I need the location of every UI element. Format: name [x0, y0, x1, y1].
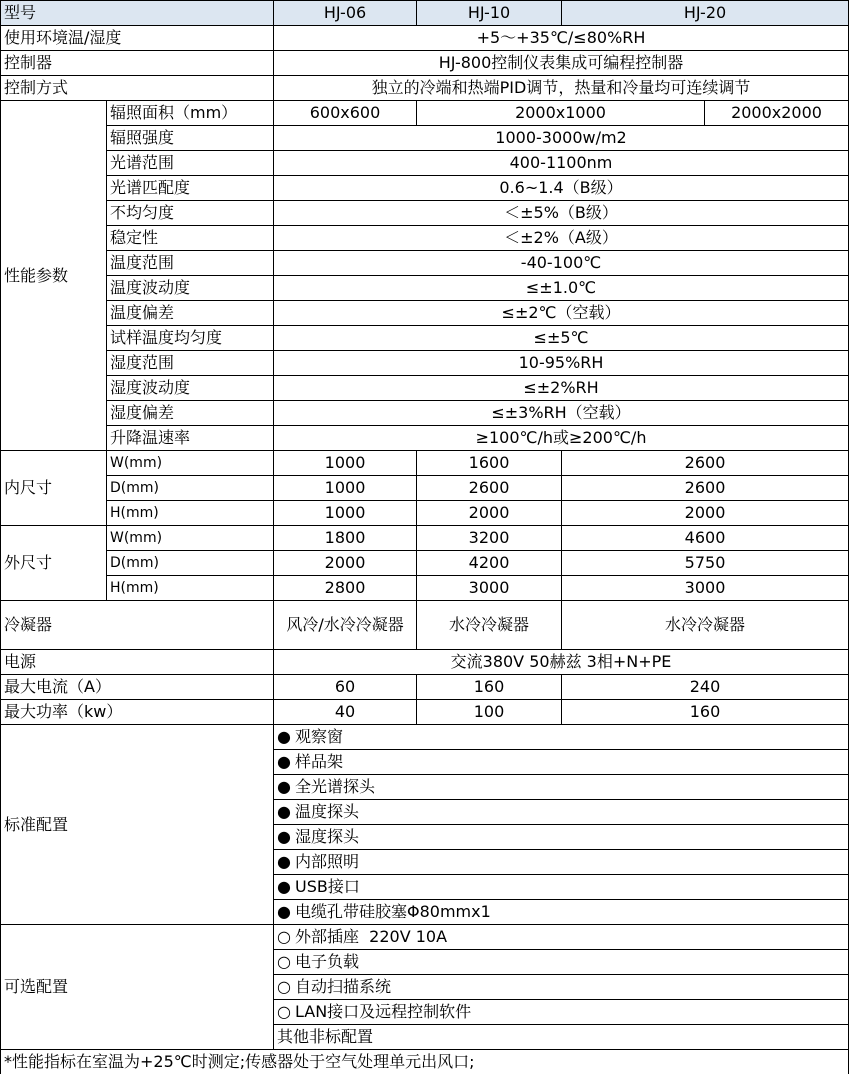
perf-label: 湿度范围 — [107, 351, 274, 376]
perf-row — [1, 201, 849, 226]
area-hj06: 600x600 — [274, 101, 417, 126]
perf-label: 稳定性 — [107, 226, 274, 251]
env-label: 使用环境温/湿度 — [1, 26, 274, 51]
standard-item — [274, 875, 849, 900]
wattage-label: 最大功率（kw） — [1, 700, 274, 725]
perf-value: -40-100℃ — [274, 251, 849, 276]
standard-item — [274, 800, 849, 825]
standard-item — [274, 750, 849, 775]
model-hj10: HJ-10 — [417, 1, 562, 26]
area-hj10: 2000x1000 — [417, 101, 705, 126]
optional-other: 其他非标配置 — [274, 1025, 849, 1050]
footnote: *性能指标在室温为+25℃时测定;传感器处于空气处理单元出风口; — [1, 1050, 849, 1075]
perf-value: 10-95%RH — [274, 351, 849, 376]
perf-label: 温度范围 — [107, 251, 274, 276]
controller-row — [1, 51, 849, 76]
perf-label: 湿度波动度 — [107, 376, 274, 401]
standard-item-text: 内部照明 — [294, 852, 359, 871]
outer-hj10: 3200 — [417, 526, 562, 551]
inner-row — [1, 451, 849, 476]
inner-group-label: 内尺寸 — [1, 451, 107, 526]
inner-hj20: 2000 — [562, 501, 849, 526]
perf-row — [1, 176, 849, 201]
inner-hj06: 1000 — [274, 476, 417, 501]
perf-row — [1, 351, 849, 376]
inner-hj20: 2600 — [562, 451, 849, 476]
current-row — [1, 675, 849, 700]
standard-item — [274, 825, 849, 850]
perf-value: ≤±5℃ — [274, 326, 849, 351]
filled-bullet-icon: ● — [277, 877, 291, 896]
filled-bullet-icon: ● — [277, 827, 291, 846]
condenser-row — [1, 601, 849, 650]
wattage-row — [1, 700, 849, 725]
perf-value: ≤±2%RH — [274, 376, 849, 401]
filled-bullet-icon: ● — [277, 752, 291, 771]
wattage-hj10: 100 — [417, 700, 562, 725]
perf-label: 光谱匹配度 — [107, 176, 274, 201]
power-value: 交流380V 50赫兹 3相+N+PE — [274, 650, 849, 675]
current-hj10: 160 — [417, 675, 562, 700]
outer-hj20: 4600 — [562, 526, 849, 551]
power-label: 电源 — [1, 650, 274, 675]
header-row — [1, 1, 849, 26]
perf-value: ＜±5%（B级） — [274, 201, 849, 226]
perf-row — [1, 376, 849, 401]
perf-area-row — [1, 101, 849, 126]
inner-hj20: 2600 — [562, 476, 849, 501]
perf-label: 辐照强度 — [107, 126, 274, 151]
filled-bullet-icon: ● — [277, 777, 291, 796]
standard-group-label: 标准配置 — [1, 725, 274, 925]
standard-item-text: USB接口 — [294, 877, 360, 896]
outer-hj10: 4200 — [417, 551, 562, 576]
perf-value: 400-1100nm — [274, 151, 849, 176]
filled-bullet-icon: ● — [277, 902, 291, 921]
standard-item — [274, 900, 849, 925]
optional-item-text: LAN接口及远程控制软件 — [294, 1002, 472, 1021]
perf-row — [1, 426, 849, 451]
optional-item — [274, 975, 849, 1000]
control-mode-value: 独立的冷端和热端PID调节，热量和冷量均可连续调节 — [274, 76, 849, 101]
controller-value: HJ-800控制仪表集成可编程控制器 — [274, 51, 849, 76]
hollow-bullet-icon: ○ — [277, 952, 291, 971]
current-hj20: 240 — [562, 675, 849, 700]
optional-item-text: 自动扫描系统 — [294, 977, 391, 996]
inner-dim-label: D(mm) — [107, 476, 274, 501]
control-mode-label: 控制方式 — [1, 76, 274, 101]
performance-group-label: 性能参数 — [1, 101, 107, 451]
perf-value: ＜±2%（A级） — [274, 226, 849, 251]
perf-value: ≤±1.0℃ — [274, 276, 849, 301]
outer-hj06: 2000 — [274, 551, 417, 576]
perf-row — [1, 401, 849, 426]
inner-hj10: 1600 — [417, 451, 562, 476]
outer-hj06: 1800 — [274, 526, 417, 551]
power-row — [1, 650, 849, 675]
standard-item — [274, 850, 849, 875]
area-label: 辐照面积（mm） — [107, 101, 274, 126]
inner-hj10: 2000 — [417, 501, 562, 526]
standard-item-text: 样品架 — [294, 752, 343, 771]
outer-group-label: 外尺寸 — [1, 526, 107, 601]
standard-row — [1, 725, 849, 750]
hollow-bullet-icon: ○ — [277, 927, 291, 946]
hollow-bullet-icon: ○ — [277, 977, 291, 996]
model-label: 型号 — [1, 1, 274, 26]
hollow-bullet-icon: ○ — [277, 1002, 291, 1021]
outer-dim-label: W(mm) — [107, 526, 274, 551]
standard-item-text: 湿度探头 — [294, 827, 359, 846]
standard-item-text: 温度探头 — [294, 802, 359, 821]
perf-label: 湿度偏差 — [107, 401, 274, 426]
condenser-hj06: 风冷/水冷冷凝器 — [274, 601, 417, 650]
filled-bullet-icon: ● — [277, 727, 291, 746]
control-mode-row — [1, 76, 849, 101]
perf-row — [1, 251, 849, 276]
standard-item — [274, 775, 849, 800]
perf-value: ≤±3%RH（空载） — [274, 401, 849, 426]
perf-label: 温度偏差 — [107, 301, 274, 326]
perf-row — [1, 276, 849, 301]
perf-value: ≤±2℃（空载） — [274, 301, 849, 326]
inner-hj10: 2600 — [417, 476, 562, 501]
wattage-hj06: 40 — [274, 700, 417, 725]
env-value: +5～+35℃/≤80%RH — [274, 26, 849, 51]
outer-row — [1, 576, 849, 601]
standard-item-text: 电缆孔带硅胶塞Φ80mmx1 — [294, 902, 491, 921]
perf-label: 不均匀度 — [107, 201, 274, 226]
perf-label: 光谱范围 — [107, 151, 274, 176]
inner-dim-label: W(mm) — [107, 451, 274, 476]
area-hj20: 2000x2000 — [705, 101, 849, 126]
model-hj06: HJ-06 — [274, 1, 417, 26]
footnote-row — [1, 1050, 849, 1075]
outer-dim-label: D(mm) — [107, 551, 274, 576]
perf-label: 升降温速率 — [107, 426, 274, 451]
inner-row — [1, 501, 849, 526]
standard-item-text: 全光谱探头 — [294, 777, 375, 796]
env-row — [1, 26, 849, 51]
perf-label: 试样温度均匀度 — [107, 326, 274, 351]
optional-item — [274, 950, 849, 975]
current-hj06: 60 — [274, 675, 417, 700]
outer-hj10: 3000 — [417, 576, 562, 601]
inner-dim-label: H(mm) — [107, 501, 274, 526]
outer-hj06: 2800 — [274, 576, 417, 601]
condenser-hj20: 水冷冷凝器 — [562, 601, 849, 650]
outer-row — [1, 526, 849, 551]
standard-item-text: 观察窗 — [294, 727, 343, 746]
outer-hj20: 3000 — [562, 576, 849, 601]
perf-row — [1, 326, 849, 351]
optional-group-label: 可选配置 — [1, 925, 274, 1050]
filled-bullet-icon: ● — [277, 802, 291, 821]
outer-row — [1, 551, 849, 576]
optional-row — [1, 925, 849, 950]
perf-row — [1, 226, 849, 251]
optional-item-text: 电子负载 — [294, 952, 359, 971]
model-hj20: HJ-20 — [562, 1, 849, 26]
inner-row — [1, 476, 849, 501]
optional-item — [274, 1000, 849, 1025]
perf-value: 1000-3000w/m2 — [274, 126, 849, 151]
filled-bullet-icon: ● — [277, 852, 291, 871]
perf-value: ≥100℃/h或≥200℃/h — [274, 426, 849, 451]
wattage-hj20: 160 — [562, 700, 849, 725]
condenser-label: 冷凝器 — [1, 601, 274, 650]
optional-item-text: 外部插座 220V 10A — [294, 927, 448, 946]
inner-hj06: 1000 — [274, 501, 417, 526]
perf-row — [1, 301, 849, 326]
perf-value: 0.6~1.4（B级） — [274, 176, 849, 201]
outer-dim-label: H(mm) — [107, 576, 274, 601]
optional-item — [274, 925, 849, 950]
perf-row — [1, 151, 849, 176]
current-label: 最大电流（A） — [1, 675, 274, 700]
standard-item — [274, 725, 849, 750]
inner-hj06: 1000 — [274, 451, 417, 476]
controller-label: 控制器 — [1, 51, 274, 76]
perf-label: 温度波动度 — [107, 276, 274, 301]
outer-hj20: 5750 — [562, 551, 849, 576]
condenser-hj10: 水冷冷凝器 — [417, 601, 562, 650]
perf-row — [1, 126, 849, 151]
